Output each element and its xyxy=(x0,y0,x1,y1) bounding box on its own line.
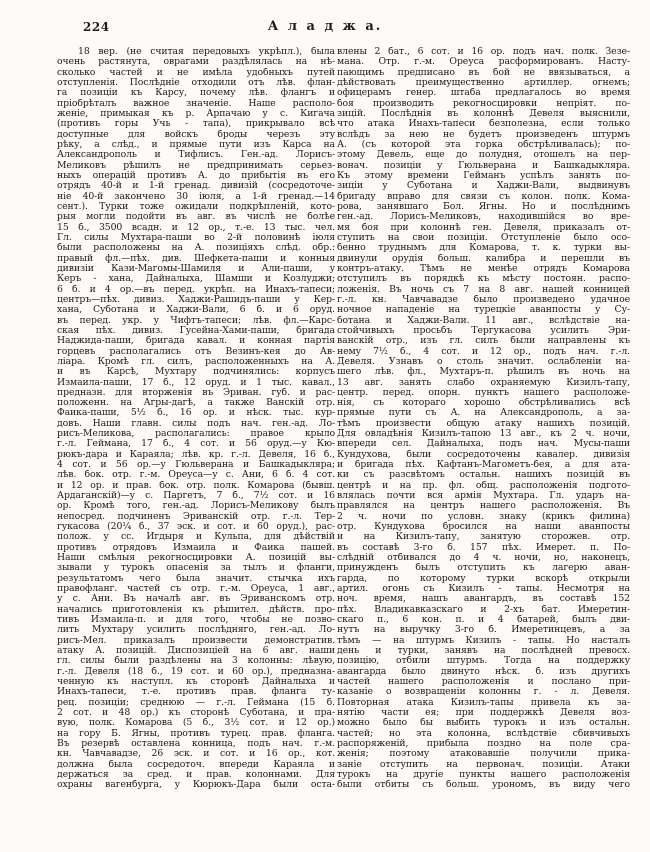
text-line: ванскій отр., изъ гл. силъ были направлены къ xyxy=(337,336,630,347)
text-line: центрѣ и на пр. фл. общ. расположенія подгото- xyxy=(337,480,630,491)
text-line: дѣйствовать преимущественно артиллер. огнемъ; xyxy=(337,77,630,88)
text-line: день и турки, занявъ на послѣдней превосх. xyxy=(337,646,630,657)
text-line: позицію, отбили штурмъ. Тогда на поддержку xyxy=(337,656,630,667)
text-line: г.-л. Геймана, 17 б., 4 сот. и 56 оруд.—у Кю- xyxy=(57,439,335,450)
text-line: га позиціи къ Карсу, почему лѣв. флангъ и xyxy=(57,88,335,99)
text-line: зицій. Послѣднія въ колоннѣ Девеля выяснили, xyxy=(337,108,630,119)
text-line: вонач. позиціи у Гюльверана и Башкадыкляра. xyxy=(337,160,630,171)
text-line: гарда, по которому турки вскорѣ открыли xyxy=(337,573,630,584)
text-line: 18 вер. (не считая передовыхъ укрѣпл.), была xyxy=(78,47,335,57)
text-line: распоряженій, прибыла поздно на поле сра- xyxy=(337,738,630,749)
text-line: лить Мухтару усилить послѣдняго, ген.-ад. Ло- xyxy=(57,625,335,636)
text-line: Повторная атака Кизилъ-тапы привела къ за- xyxy=(337,697,630,708)
text-line: ніе 40-й закончено 30 іюля, а 1-й гренад.—14 xyxy=(57,191,335,202)
text-line: отступленія. Послѣдніе отходили отъ лѣв. флан- xyxy=(57,77,335,88)
page-title: А л а д ж а. xyxy=(267,19,383,34)
text-line: начались приготовленія къ рѣшител. дѣйств. про- xyxy=(57,604,335,615)
text-line: дивизіи Кази-Магомы-Шамиля и Али-паши, у xyxy=(57,263,335,274)
text-line: пѣх. Владикавказскаго и 2-хъ бат. Имеретин- xyxy=(337,604,630,615)
text-line: Кундухова, были сосредоточены кавалер. дивизія xyxy=(337,449,630,460)
text-line: рисъ-Мел. приказалъ произвести демонстратив. xyxy=(57,635,335,646)
text-line: мя боя при колоннѣ ген. Девеля, приказалъ от- xyxy=(337,222,630,233)
text-line: ботана и Хаджи-Вали. 11 авг., вслѣдствіе на- xyxy=(337,315,630,326)
text-line: центр. перед. опорн. пунктъ нашего расположе- xyxy=(337,387,630,398)
text-line: въ перед. укр. у Чифтъ-тапеси; лѣв. фл.—Карс- xyxy=(57,315,335,326)
text-line: и на Кизилъ-тапу, занятую сторожев. отр. xyxy=(337,532,630,543)
text-line: ноч. время, нашъ авангардъ, въ составѣ 152 xyxy=(337,594,630,605)
text-line: артил. огонь съ Кизилъ - тапы. Несмотря на xyxy=(337,584,630,595)
text-line: Для овладѣнія Кизилъ-тапою 13 авг., къ 2 ч. ночи, xyxy=(337,429,630,440)
text-line: контръ-атаку. Тѣмъ не менѣе отрядъ Комарова xyxy=(337,263,630,274)
text-line: Наши смѣлыя рекогносцировки А. позицій вы- xyxy=(57,553,335,564)
text-line: полож. у сс. Игдыря и Кульпа, для дѣйствій xyxy=(57,532,335,543)
text-line: гукасова (20¼ б., 37 эск. и сот. и 60 оруд.), рас- xyxy=(57,522,335,533)
text-line: и въ Карсѣ, Мухтару подчинялись: корпусъ xyxy=(57,367,335,378)
text-line: Александрополь и Тифлисъ. Ген.-ад. Лорисъ- xyxy=(57,150,335,161)
text-line: скаго п., 6 кон. п. и 4 батарей, былъ дви- xyxy=(337,615,630,626)
text-line: частей нашего расположенія и послано при- xyxy=(337,677,630,688)
text-line: у с. Ани. Въ началѣ авг. въ Эриванскомъ отр. xyxy=(57,594,335,605)
text-line: противъ отрядовъ Измаила и Фаика пашей. xyxy=(57,542,335,553)
text-line: влены 2 бат., 6 сот. и 16 ор. подъ нач. полк. Зезе- xyxy=(337,47,630,57)
text-line: кн. Чавчавадзе, 26 эск. и сот. и 16 ор., кот. xyxy=(57,749,335,760)
text-line: этому Девель, еще до полудня, отошелъ на пер- xyxy=(337,150,630,161)
text-line: рец. позиціи; среднюю — г.-л. Геймана (15 б. xyxy=(57,697,335,708)
text-line: казаніе о возвращеніи колонны г. - л. Девеля. xyxy=(337,687,630,698)
text-line: ліара. Кромѣ гл. силъ, расположенныхъ на А. xyxy=(57,356,335,367)
text-column-left xyxy=(57,47,335,791)
text-line: турокъ на другіе пункты нашего расположенія xyxy=(337,769,630,780)
text-line: отступилъ въ порядкѣ къ мѣсту постоян. распо- xyxy=(337,274,630,285)
text-line: шего лѣв. фл., Мухтаръ-п. рѣшилъ въ ночь на xyxy=(337,367,630,378)
text-line: рюкъ-дара и Караяла; лѣв. кр. г.-л. Девеля, 16 б., xyxy=(57,449,335,460)
text-line: нія, съ котораго хорошо обстрѣливались всѣ xyxy=(337,398,630,409)
text-line: Гл. силы Мухтара-паши во 2-й половинѣ іюля xyxy=(57,232,335,243)
text-line: ныхъ операцій противъ А. до прибытія въ его xyxy=(57,170,335,181)
text-line: и 12 ор. и прав. бок. отр. полк. Комарова (бывш. xyxy=(57,480,335,491)
text-line: отр. Кундухова бросился на наши аванпосты xyxy=(337,522,630,533)
text-line: 13 авг. занять слабо охраняемую Кизилъ-тапу, xyxy=(337,377,630,388)
text-line: мана. Отр. г.-м. Ореуса расформированъ. Насту- xyxy=(337,57,630,68)
text-line: пріобрѣталъ важное значеніе. Наше располо- xyxy=(57,98,335,109)
text-line: Керъ - хана, Дайналыха, Шамши и Козлуджи; xyxy=(57,274,335,285)
page-number: 224 xyxy=(83,20,110,34)
text-line: частей; но эта колонна, вслѣдствіе сбивчивыхъ xyxy=(337,728,630,739)
text-line: ченную къ наступл. къ сторонѣ Дайналыха и xyxy=(57,677,335,688)
text-line: сент.). Турки тоже ожидали подкрѣпленій, кото- xyxy=(57,201,335,212)
text-line: принужденъ былъ отступить къ лагерю аван- xyxy=(337,563,630,574)
text-line: (противъ горы Учь - тапа), прикрывало всѣ xyxy=(57,119,335,130)
text-line: вую, полк. Комарова (5 б., 3½ сот. и 12 ор.) xyxy=(57,718,335,729)
text-line: пающимъ предписано въ бой не ввязываться, а xyxy=(337,67,630,78)
text-line: Инахъ-тапеси, т.-е. противъ прав. фланга ту- xyxy=(57,687,335,698)
text-line: ложенія. Въ ночь съ 7 на 8 авг. нашей конницей xyxy=(337,284,630,295)
text-line: тѣмъ произвести общую атаку нашихъ позицій. xyxy=(337,418,630,429)
text-line: 15 б., 3500 всадн. и 12 ор., т.-е. 13 тыс. чел. xyxy=(57,222,335,233)
text-line: Девеля. Узнавъ о столь значит. ослабленіи на- xyxy=(337,356,630,367)
text-line: доступные для войскъ броды черезъ эту xyxy=(57,129,335,140)
text-line: женіе, примыкая къ р. Арпачаю у с. Кигача xyxy=(57,108,335,119)
text-line: двинули орудія больш. калибра и перешли въ xyxy=(337,253,630,264)
text-line: были отбиты съ больш. урономъ, въ виду чего xyxy=(337,780,630,791)
text-line: держаться за сред. и прав. колоннами. Для xyxy=(57,769,335,780)
text-line: хана, Суботана и Хаджи-Вали, 6 б. и 6 оруд. xyxy=(57,305,335,316)
text-line: рисъ-Меликова, располагались: правое крыло xyxy=(57,429,335,440)
text-line: отрядъ 40-й и 1-й гренад. дивизій (сосредоточе- xyxy=(57,181,335,192)
text-line: непосред. подчиненъ Эриванскій отр. г.-л. Тер- xyxy=(57,511,335,522)
text-line: Въ резервѣ оставлена конница, подъ нач. г.-м. xyxy=(57,738,335,749)
text-line: рѣку, а слѣд., и прямые пути изъ Карса на xyxy=(57,139,335,150)
text-line: офицерамъ генер. штаба предлагалось во время xyxy=(337,88,630,99)
text-line: сколько частей и не имѣла удобныхъ путей xyxy=(57,67,335,78)
text-line: 4 сот. и 56 ор.—у Гюльверана и Башкадыкляра; xyxy=(57,460,335,471)
text-line: положенн. на Агры-дагѣ, а также Ванскій отр. xyxy=(57,398,335,409)
text-line: впереди сел. Дайналыха, подъ нач. Мусы-паши xyxy=(337,439,630,450)
text-line: Наджида-паши, бригада кавал. и конная партія xyxy=(57,336,335,347)
text-line: Измаила-паши, 17 б., 12 оруд. и 1 тыс. кавал., xyxy=(57,377,335,388)
text-line: 6 б. и 4 ор.—въ перед. укрѣп. на Инахъ-тапеси; xyxy=(57,284,335,295)
text-line: бригаду вправо для связи съ колон. полк. Кома- xyxy=(337,191,630,202)
text-line: горцевъ располагались отъ Везинъ-кея до Ав- xyxy=(57,346,335,357)
text-line: правофланг. частей съ отр. г.-м. Ореуса, 1 авг., xyxy=(57,584,335,595)
text-line: боя производить рекогносцировки непріят. по- xyxy=(337,98,630,109)
text-line: вслѣдъ за нею не будетъ произведенъ штурмъ xyxy=(337,129,630,140)
text-line: ген.-ад. Лорисъ-Меликовъ, находившійся во вре- xyxy=(337,212,630,223)
text-line: должна была сосредоточ. впереди Караяла и xyxy=(57,759,335,770)
text-line: авангарда было двинуто нѣск. б. изъ другихъ xyxy=(337,666,630,677)
text-line: 2 ч. ночи по условн. знаку (крикъ филина) xyxy=(337,511,630,522)
text-line: и бригада пѣх. Кафтанъ-Магометъ-бея, а для ата- xyxy=(337,460,630,471)
text-line: центръ—пѣх. дивиз. Хаджи-Рашидъ-паши у Кер- xyxy=(57,294,335,305)
text-column-right xyxy=(337,47,630,791)
text-line: слѣдній отбивался до 4 ч. ночи, но, наконецъ, xyxy=(337,553,630,564)
text-line: стойчивыхъ просьбъ Тергукасова усилить Эри- xyxy=(337,325,630,336)
text-line: можно было бы выбить турокъ и изъ остальн. xyxy=(337,718,630,729)
text-line: предназн. для вторженія въ Эриван. губ. и рас- xyxy=(57,387,335,398)
text-line: бенно труднымъ для Комарова, т. к. турки вы- xyxy=(337,243,630,254)
text-line: А. (съ которой эта горка обстрѣливалась); по- xyxy=(337,139,630,150)
text-line: женія; поэтому атаковавшіе получили прика- xyxy=(337,749,630,760)
text-line: Фаика-паши, 5½ б., 16 ор. и нѣск. тыс. кур- xyxy=(57,408,335,419)
text-line: Меликовъ рѣшилъ не предпринимать серьез- xyxy=(57,160,335,171)
text-line: атаку А. позицій. Диспозиціей на 6 авг. наши xyxy=(57,646,335,657)
text-line: ки съ разсвѣтомъ остальн. нашихъ позицій въ xyxy=(337,470,630,481)
text-line: правлялся на центръ нашего расположенія. Въ xyxy=(337,501,630,512)
text-line: очень растянута, оврагами раздѣлялась на нѣ- xyxy=(57,57,335,68)
text-line: лѣв. бок. отр. г.-м. Ореуса—у с. Ани, 6 б. 4 сот. xyxy=(57,470,335,481)
text-line: зывали у турокъ опасенія за тылъ и фланги, xyxy=(57,563,335,574)
text-line: ступить на свои позиціи. Отступленіе было осо- xyxy=(337,232,630,243)
text-line: прямые пути съ А. на Александрополь, а за- xyxy=(337,408,630,419)
text-line: тивъ Измаила-п. и для того, чтобы не позво- xyxy=(57,615,335,626)
text-line: нутъ на выручку 3-го б. Имеретинцевъ, а за xyxy=(337,625,630,636)
text-line: зиціи у Суботана и Хаджи-Вали, выдвинувъ xyxy=(337,181,630,192)
text-line: нятію части ея; при поддержкѣ Девеля воз- xyxy=(337,708,630,718)
text-line: довъ. Наши главн. силы подъ нач. ген.-ад. Ло- xyxy=(57,418,335,429)
text-line: г.-л. кн. Чавчавадзе было произведено удачное xyxy=(337,294,630,305)
text-line: Ардаганскій)—у с. Паргетъ, 7 б., 7½ сот. и 16 xyxy=(57,491,335,502)
text-line: ор. Кромѣ того, ген.-ад. Лорисъ-Меликову былъ xyxy=(57,501,335,512)
text-line: рова, занявшаго Бол. Ягны. Но и послѣднимъ xyxy=(337,201,630,212)
text-line: влялась почти вся армія Мухтара. Гл. ударъ на- xyxy=(337,491,630,502)
text-line: гл. силы были раздѣлены на 3 колонны: лѣвую, xyxy=(57,656,335,667)
text-line: ночное нападеніе на турецкіе аванпосты у Су- xyxy=(337,305,630,316)
text-line: г.-л. Девеля (18 б., 19 сот. и 60 ор.), предназна- xyxy=(57,666,335,677)
text-line: нему 7½ б., 4 сот. и 12 ор., подъ нач. г.-л. xyxy=(337,346,630,357)
text-line: охраны вагенбурга, у Кюрюкъ-Дара были оста- xyxy=(57,780,335,791)
text-line: были расположены на А. позиціяхъ слѣд. обр.: xyxy=(57,243,335,254)
text-line: на гору Б. Ягны, противъ турец. прав. фланга. xyxy=(57,728,335,739)
text-line: ская пѣх. дивиз. Гусейна-Хами-паши, бригада xyxy=(57,325,335,336)
text-line: рыя могли подойти въ авг. въ числѣ не болѣе xyxy=(57,212,335,223)
text-line: что атака Инахъ-тапеси безполезна, если только xyxy=(337,119,630,130)
text-line: Къ этому времени Гейманъ успѣлъ занять по- xyxy=(337,170,630,181)
text-line: тѣмъ — на штурмъ Кизилъ - тапы. Но насталъ xyxy=(337,635,630,646)
text-line: правый фл.—пѣх. див. Шефкета-паши и конныя xyxy=(57,253,335,264)
text-line: 2 сот. и 48 ор.) къ сторонѣ Суботана, и пра- xyxy=(57,708,335,718)
text-line: результатомъ чего была значит. стычка ихъ xyxy=(57,573,335,584)
text-line: заніе отступить на первонач. позиціи. Атаки xyxy=(337,759,630,770)
text-line: въ составѣ 3-го б. 157 пѣх. Имерет. п. По- xyxy=(337,542,630,553)
